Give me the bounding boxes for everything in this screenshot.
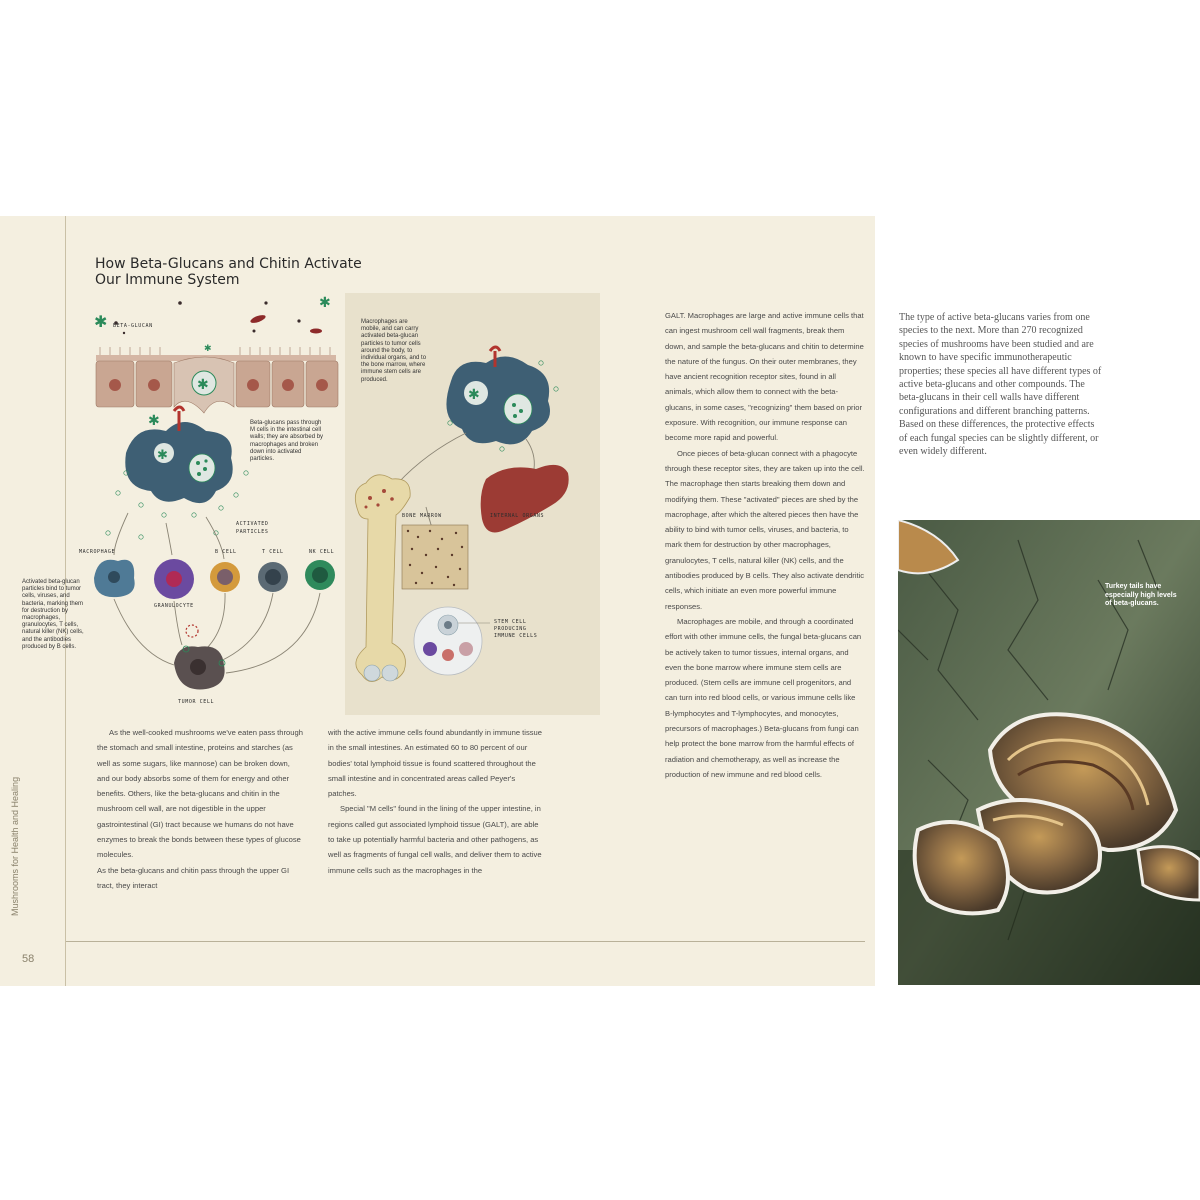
col1-paragraph-1: As the well-cooked mushrooms we've eaten pass through the stomach and small intestine, proteins and starches (as well as some sugars, like mannose) can be broken down, and our body absorbs some of them for energy and other benefits. Others, like the beta-glucans and chitin in the mushroom cell wall, are not digestible in the upper gastrointestinal (GI) tract because we humans do not have enzymes to break the bonds between these types of glucose molecules. (97, 728, 303, 860)
column-3-text (665, 308, 865, 782)
label-granulocyte: GRANULOCYTE (154, 603, 194, 609)
photo-caption: Turkey tails have especially high levels of beta-glucans. (1105, 583, 1177, 607)
title-line-1: How Beta-Glucans and Chitin Activate (95, 256, 362, 272)
svg-text:✱: ✱ (157, 448, 168, 463)
svg-text:✱: ✱ (468, 387, 480, 403)
sidebar-text: The type of active beta-glucans varies from one species to the next. More than 270 recognized species of mushrooms have been studied and are known to have specific immunotherapeutic properties; these species all have different types of active beta-glucans and other compounds. The beta-glucans in their cell walls have different configurations and different branching patterns. Based on these differences, the protective effects of each fungal species can be slightly different, or even widely different. (899, 312, 1102, 458)
note-macrophages-mobile: Macrophages are mobile, and can carry activated beta-glucan particles to tumor cells around the body, to individual organs, and to the bone marrow, where immune stem cells are produced. (361, 319, 427, 383)
label-immune-cells: IMMUNE CELLS (494, 633, 538, 639)
bone-marrow-sample (402, 525, 468, 589)
svg-text:✱: ✱ (319, 295, 331, 311)
macrophage-main (125, 407, 232, 503)
label-producing: PRODUCING (494, 626, 527, 632)
col3-paragraph-1: GALT. Macrophages are large and active immune cells that can ingest mushroom cell wall fragments, break them down, and sample the beta-glucans and chitin to determine the nature of the fungus. On their outer membranes, they have ancient recognition receptor sites, found in all animals, which allow them to connect with the beta-glucans, in some cases, "recognizing" them based on prior exposure. With recognition, our immune response can become more rapid and powerful. (665, 311, 864, 443)
label-b-cell: B CELL (215, 549, 237, 555)
col3-paragraph-2: Once pieces of beta-glucan connect with a phagocyte through these receptor sites, they are taken up into the cell. The macrophage then starts breaking them down and modifying them. These "activated" pieces are shed by the macrophage, after which the altered pieces then have the ability to bind with tumor cells, viruses, and bacteria, to mark them for destruction by other macrophages, granulocytes, T cells, natural killer (NK) cells, and the antibodies produced by B cells. They also activate dendritic cells, which initiate an even more powerful immune responses. (665, 448, 865, 611)
arrows-to-tumor (114, 513, 320, 673)
col3-paragraph-3: Macrophages are mobile, and through a coordinated effort with other immune cells, the fungal beta-glucans can be actively taken to tumor tissues, internal organs, and even the bone marrow where immune stem cells are produced. (Stem cells are immune cell progenitors, and can turn into red blood cells, or various immune cells like B-lymphocytes and T-lymphocytes, and monocytes, precursors of macrophages.) Beta-glucans from fungi can help protect the bone marrow from the harmful effects of radiation and chemotherapy, as well as increase the production of new immune and red blood cells. (665, 616, 862, 779)
page-number: 58 (22, 953, 35, 965)
bottom-rule (66, 941, 865, 942)
label-beta-glucan: BETA-GLUCAN (113, 323, 153, 329)
figure-title (95, 256, 425, 288)
title-line-2: Our Immune System (95, 272, 240, 288)
svg-text:✱: ✱ (94, 312, 108, 331)
svg-text:✱: ✱ (148, 413, 160, 429)
col1-paragraph-2: As the beta-glucans and chitin pass through the upper GI tract, they interact (97, 865, 290, 890)
label-internal-organs: INTERNAL ORGANS (490, 513, 545, 519)
note-m-cells: Beta-glucans pass through M cells in the intestinal cell walls; they are absorbed by macrophages and broken down into activated particles. (250, 420, 324, 463)
label-nk-cell: NK CELL (309, 549, 335, 555)
diagram-illustration (66, 293, 600, 715)
immune-cells (94, 559, 335, 599)
column-2-text (328, 725, 542, 878)
label-bone-marrow: BONE MARROW (402, 513, 442, 519)
column-1-text (97, 725, 303, 893)
tumor-cell (174, 625, 225, 689)
stem-cell-circle (414, 607, 490, 675)
running-head: Mushrooms for Health and Healing (10, 776, 20, 916)
label-particles: PARTICLES (236, 529, 269, 535)
label-stem-cell: STEM CELL (494, 619, 527, 625)
label-t-cell: T CELL (262, 549, 284, 555)
immune-diagram (66, 293, 600, 715)
intestinal-villi (96, 347, 338, 413)
label-tumor-cell: TUMOR CELL (178, 699, 215, 705)
macrophage-mobile (446, 347, 558, 451)
note-activated-bound: Activated beta-glucan particles bind to tumor cells, viruses, and bacteria, marking them for destruction by macrophages, granulocytes, T cells, natural killer (NK) cells, and the antibodies produced by B cells. (22, 579, 84, 650)
label-macrophage: MACROPHAGE (79, 549, 116, 555)
col2-paragraph-1: with the active immune cells found abundantly in immune tissue in the small intestines. An estimated 60 to 80 percent of our bodies' total lymphoid tissue is found scattered throughout the small intestine and in concentrated areas called Peyer's patches. (328, 728, 543, 799)
label-activated: ACTIVATED (236, 521, 269, 527)
svg-text:✱: ✱ (197, 377, 209, 393)
liver-organ (481, 465, 569, 533)
col2-paragraph-2: Special "M cells" found in the lining of the upper intestine, in regions called gut associated lymphoid tissue (GALT), are able to take up potentially harmful bacteria and other pathogens, as well as fragments of fungal cell walls, and deliver them to active immune cells such as the macrophages in the (328, 804, 542, 875)
svg-text:✱: ✱ (204, 344, 212, 354)
